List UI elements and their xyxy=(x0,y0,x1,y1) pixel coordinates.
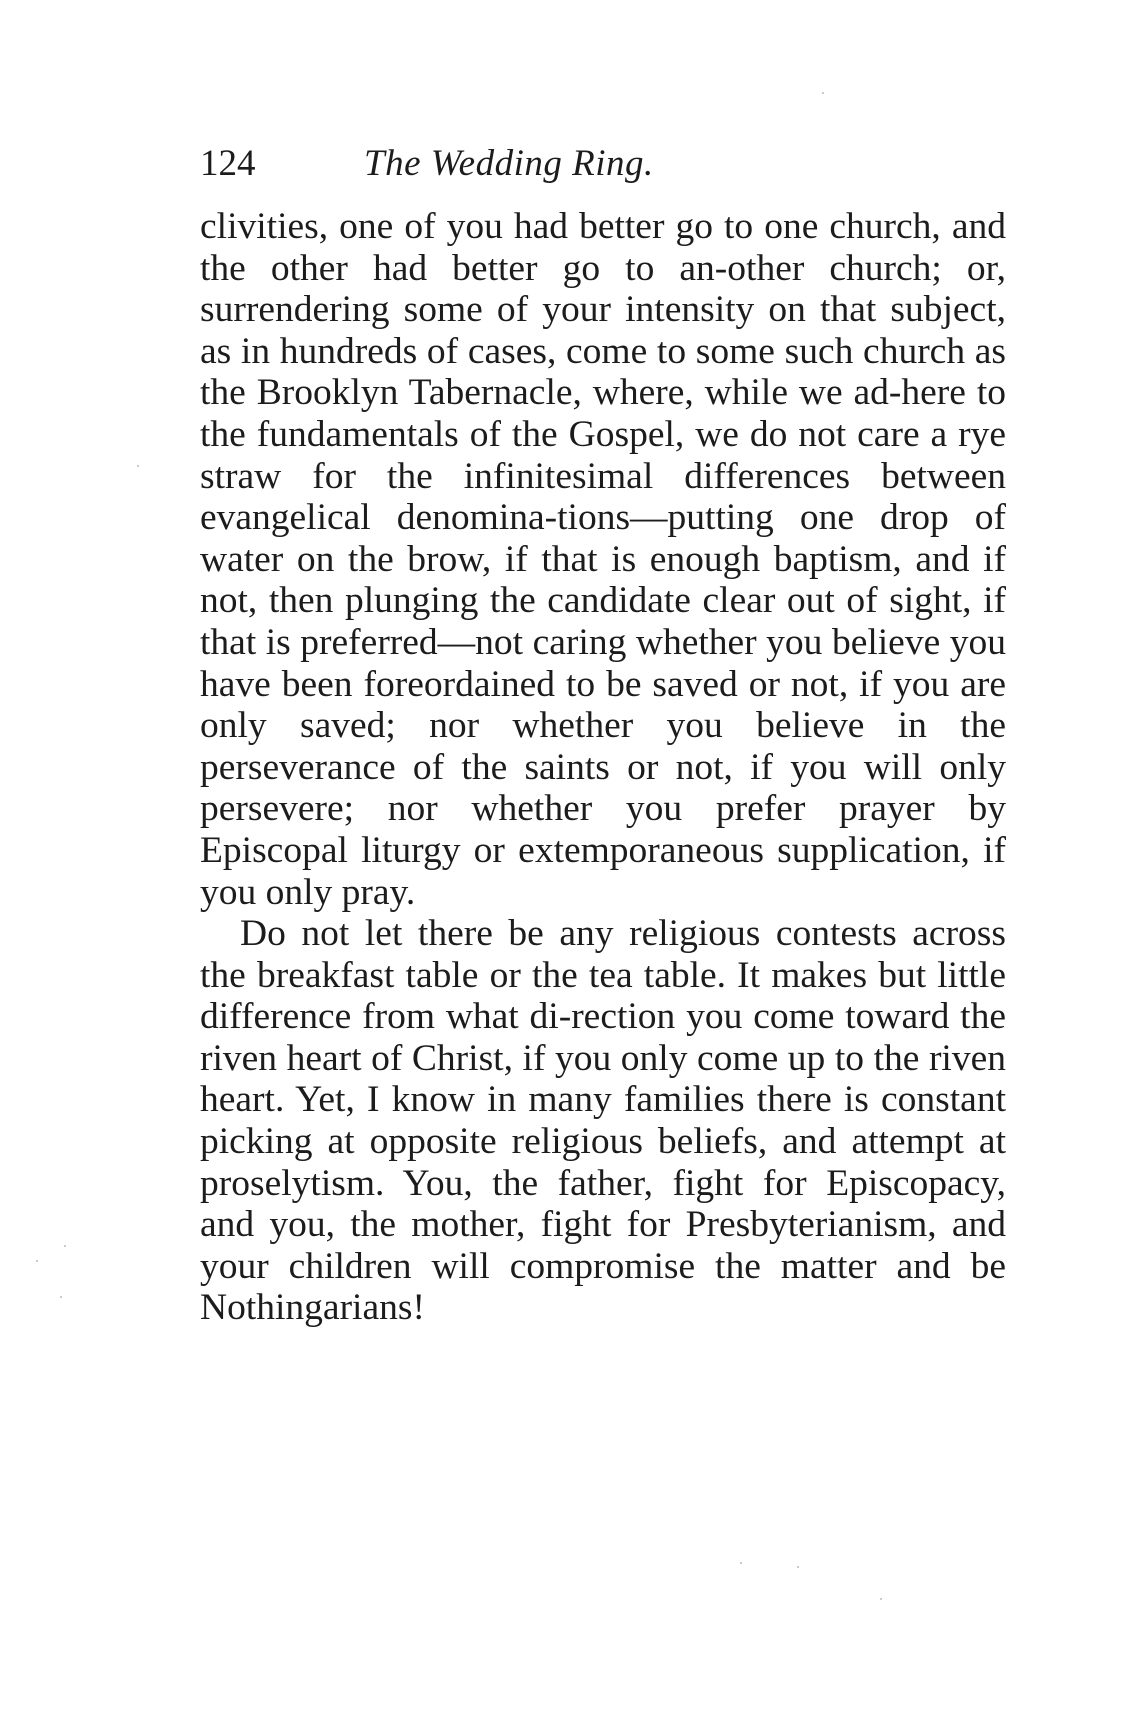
paragraph-continued: clivities, one of you had better go to one church, and the other had better go to an-other church; or, surrendering some of your intensity on that subject, as in hundreds of cases, come to some such church as the Brooklyn Tabernacle, where, while we ad-here to the fundamentals of the Gospel, we do not care a rye straw for the infinitesimal differences between evangelical denomina-tions—putting one drop of water on the brow, if that is enough baptism, and if not, then plunging the candidate clear out of sight, if that is preferred—not caring whether you believe you have been foreordained to be saved or not, if you are only saved; nor whether you believe in the perseverance of the saints or not, if you will only persevere; nor whether you prefer prayer by Episcopal liturgy or extemporaneous supplication, if you only pray. xyxy=(200,206,1006,913)
page-header xyxy=(200,140,1010,188)
body-text xyxy=(200,206,1006,1329)
page-number: 124 xyxy=(200,143,256,184)
paragraph-religious-contests: Do not let there be any religious contests across the breakfast table or the tea table. It makes but little difference from what di-rection you come toward the riven heart of Christ, if you only come up to the riven heart. Yet, I know in many families there is constant picking at opposite religious beliefs, and attempt at proselytism. You, the father, fight for Episcopacy, and you, the mother, fight for Presbyterianism, and your children will compromise the matter and be Nothingarians! xyxy=(200,913,1006,1329)
running-title: The Wedding Ring. xyxy=(364,143,654,184)
